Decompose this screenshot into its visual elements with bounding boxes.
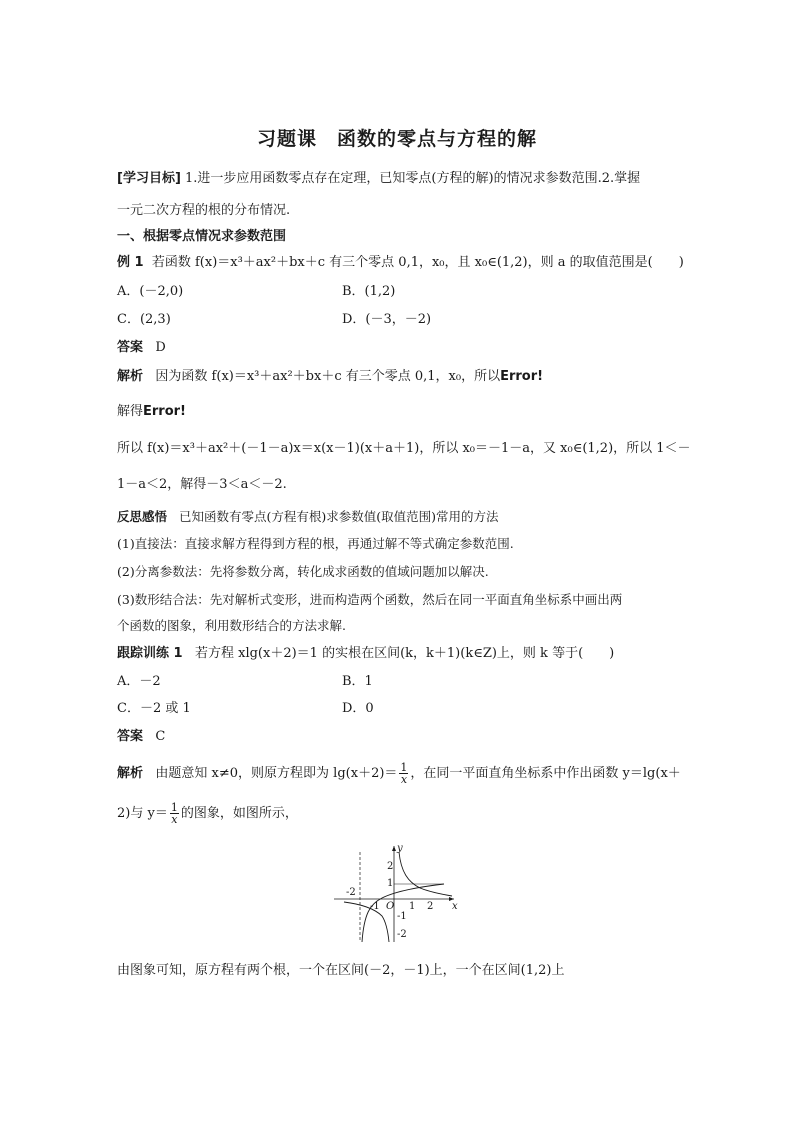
- answer-label: 答案: [117, 340, 144, 355]
- training-1-conclusion: 由图象可知，原方程有两个根，一个在区间(－2，－1)上，一个在区间(1,2)上: [117, 963, 565, 978]
- reflection-method-1: (1)直接法：直接求解方程得到方程的根，再通过解不等式确定参数范围.: [117, 536, 514, 551]
- function-graph: [330, 842, 460, 946]
- fraction-denominator: x: [400, 773, 408, 786]
- reflection-label: 反思感悟: [117, 509, 168, 524]
- error-text-2: Error!: [143, 404, 186, 419]
- reflection-heading: [117, 508, 498, 526]
- objectives-line-1: [117, 170, 640, 188]
- objectives-label: [学习目标]: [117, 171, 181, 186]
- x-axis-label: x: [452, 901, 458, 912]
- training-1-stem: [117, 645, 614, 663]
- y-tick-1: 1: [387, 878, 394, 889]
- reflection-method-3b: 个函数的图象，利用数形结合的方法求解.: [117, 618, 346, 633]
- example-1-label: 例 1: [117, 255, 144, 270]
- training-1-text: 若方程 xlg(x＋2)＝1 的实根在区间(k，k＋1)(k∈Z)上，则 k 等于( ): [194, 646, 615, 661]
- y-axis-arrow: [392, 846, 396, 851]
- example-1-option-a: A．(－2,0): [117, 284, 184, 299]
- y-axis-label: y: [397, 843, 403, 854]
- fraction-numerator-2: 1: [170, 801, 178, 814]
- answer-value: D: [155, 340, 166, 355]
- y-tick-neg2: -2: [397, 929, 407, 940]
- example-1-analysis-3: 所以 f(x)＝x³＋ax²＋(－1－a)x＝x(x－1)(x＋a＋1)，所以 x₀＝－1－a，又 x₀∈(1,2)，所以 1＜－: [117, 441, 691, 456]
- training-analysis-pre: 由题意知 x≠0，则原方程即为 lg(x＋2)＝: [155, 766, 398, 781]
- example-1-analysis-2: [117, 403, 186, 421]
- example-1-answer: [117, 339, 166, 357]
- fraction-denominator-2: x: [171, 813, 178, 826]
- y-tick-2: 2: [387, 861, 394, 872]
- reflection-intro: 已知函数有零点(方程有根)求参数值(取值范围)常用的方法: [178, 509, 499, 524]
- training-1-answer: [117, 728, 165, 746]
- error-text-1: Error!: [500, 369, 544, 384]
- training-1-option-a: A．－2: [117, 674, 161, 689]
- training-analysis-2-pre: 2)与 y＝: [117, 806, 168, 821]
- section-heading: 一、根据零点情况求参数范围: [117, 229, 287, 244]
- example-1-text: 若函数 f(x)＝x³＋ax²＋bx＋c 有三个零点 0,1，x₀，且 x₀∈(1,2)，则 a 的取值范围是( ): [151, 255, 684, 270]
- y-tick-neg1: -1: [397, 911, 407, 922]
- training-analysis-2-post: 的图象，如图所示，: [180, 806, 298, 821]
- x-tick-neg1: -1: [370, 901, 380, 912]
- training-answer-value: C: [155, 729, 166, 744]
- reflection-method-2: (2)分离参数法：先将参数分离，转化成求函数的值域问题加以解决.: [117, 564, 489, 579]
- analysis-text-1: 因为函数 f(x)＝x³＋ax²＋bx＋c 有三个零点 0,1，x₀，所以: [155, 369, 501, 384]
- objectives-line-2: 一元二次方程的根的分布情况.: [117, 203, 291, 218]
- x-tick-2: 2: [427, 901, 434, 912]
- x-tick-neg2: -2: [346, 887, 356, 898]
- example-1-option-d: D．(－3，－2): [342, 312, 432, 327]
- example-1-option-b: B．(1,2): [342, 284, 396, 299]
- example-1-analysis-1: [117, 368, 543, 386]
- example-1-option-c: C．(2,3): [117, 312, 171, 327]
- training-1-option-c: C．－2 或 1: [117, 701, 191, 716]
- analysis-text-2: 解得: [117, 404, 144, 419]
- objectives-text-1: 1.进一步应用函数零点存在定理，已知零点(方程的解)的情况求参数范围.2.掌握: [185, 171, 641, 186]
- training-analysis-post: ，在同一平面直角坐标系中作出函数 y＝lg(x＋: [410, 766, 681, 781]
- training-1-analysis-1: [117, 760, 681, 788]
- training-1-option-b: B．1: [342, 674, 373, 689]
- fraction-1-over-x: [399, 762, 408, 785]
- training-1-option-d: D．0: [342, 701, 374, 716]
- training-analysis-label: 解析: [117, 766, 144, 781]
- training-1-label: 跟踪训练 1: [117, 646, 183, 661]
- reciprocal-curve-right: [399, 852, 452, 896]
- fraction-1-over-x-2: [170, 802, 179, 825]
- page-title: 习题课 函数的零点与方程的解: [256, 128, 537, 150]
- fraction-numerator: 1: [400, 761, 408, 774]
- training-1-analysis-2: [117, 800, 298, 828]
- training-answer-label: 答案: [117, 729, 144, 744]
- example-1-stem: [117, 254, 684, 272]
- x-tick-1: 1: [409, 901, 416, 912]
- origin-label: O: [386, 901, 395, 912]
- analysis-label: 解析: [117, 369, 144, 384]
- example-1-analysis-4: 1－a＜2，解得－3＜a＜－2.: [117, 477, 287, 492]
- reflection-method-3: (3)数形结合法：先对解析式变形，进而构造两个函数，然后在同一平面直角坐标系中画出两: [117, 592, 623, 607]
- reciprocal-curve-left: [344, 902, 389, 942]
